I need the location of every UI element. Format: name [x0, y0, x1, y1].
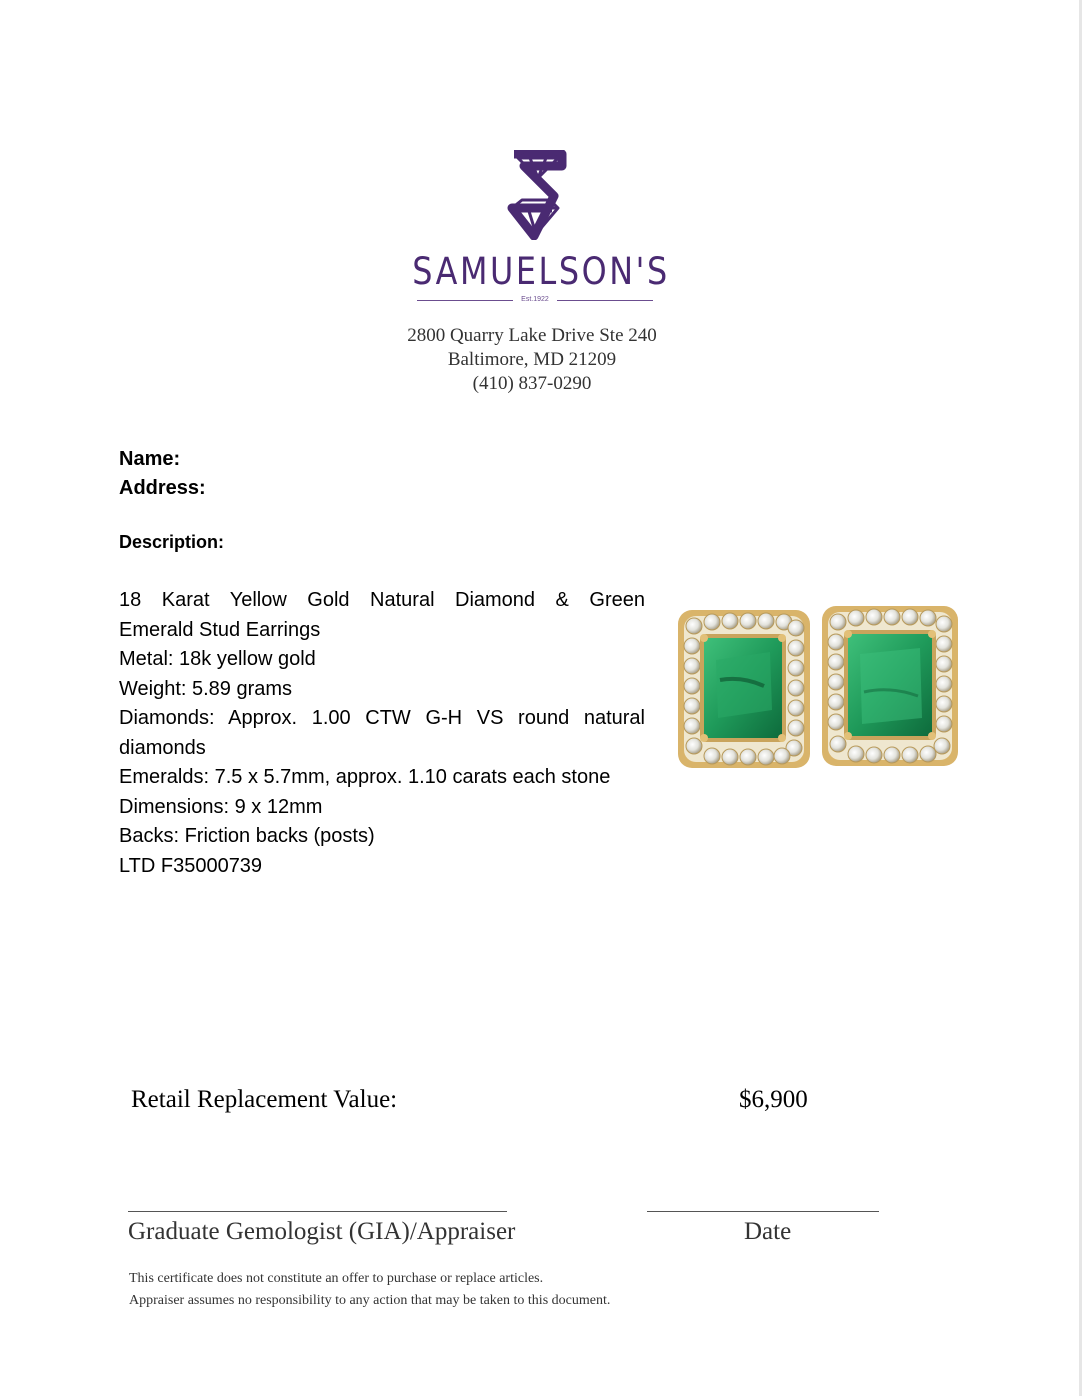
address-line2: Baltimore, MD 21209: [447, 349, 617, 370]
item-description: [119, 586, 645, 881]
ltd-number: LTD F35000739: [119, 854, 263, 877]
store-address: [0, 324, 1064, 396]
date-signature-line: [647, 1211, 879, 1212]
phone-number: (410) 837-0290: [472, 373, 592, 394]
samuelsons-logo-icon: [500, 150, 568, 240]
description-line1: 18 Karat Yellow Gold Natural Diamond & Green: [119, 589, 645, 611]
diamonds-spec-cont: diamonds: [119, 736, 206, 759]
date-label: Date: [744, 1218, 792, 1245]
description-line2: Emerald Stud Earrings: [119, 618, 321, 641]
dimensions-spec: Dimensions: 9 x 12mm: [119, 795, 323, 818]
disclaimer-line2: Appraiser assumes no responsibility to any action that may be taken to this document.: [129, 1293, 611, 1308]
established-text: Est.1922: [521, 296, 549, 303]
established-divider: [417, 296, 653, 305]
backs-spec: Backs: Friction backs (posts): [119, 825, 375, 847]
emeralds-spec: Emeralds: 7.5 x 5.7mm, approx. 1.10 carats each stone: [119, 766, 611, 788]
disclaimer: [129, 1268, 610, 1312]
address-line1: 2800 Quarry Lake Drive Ste 240: [407, 325, 657, 346]
retail-value-label: Retail Replacement Value:: [131, 1086, 398, 1113]
brand-name: SAMUELSON'S: [412, 250, 670, 293]
appraiser-label: Graduate Gemologist (GIA)/Appraiser: [128, 1218, 516, 1245]
earring-left: [678, 610, 810, 768]
weight-spec: Weight: 5.89 grams: [119, 677, 293, 700]
appraiser-signature-line: [128, 1211, 507, 1212]
retail-value-amount: $6,900: [739, 1086, 808, 1113]
description-label: Description:: [119, 532, 225, 552]
diamonds-spec: Diamonds: Approx. 1.00 CTW G-H VS round natural: [119, 707, 645, 729]
earrings-photo: [672, 600, 962, 772]
earring-right: [822, 606, 958, 766]
metal-spec: Metal: 18k yellow gold: [119, 648, 316, 670]
address-label: Address:: [119, 477, 206, 499]
disclaimer-line1: This certificate does not constitute an offer to purchase or replace articles.: [129, 1271, 544, 1286]
name-label: Name:: [119, 448, 181, 470]
